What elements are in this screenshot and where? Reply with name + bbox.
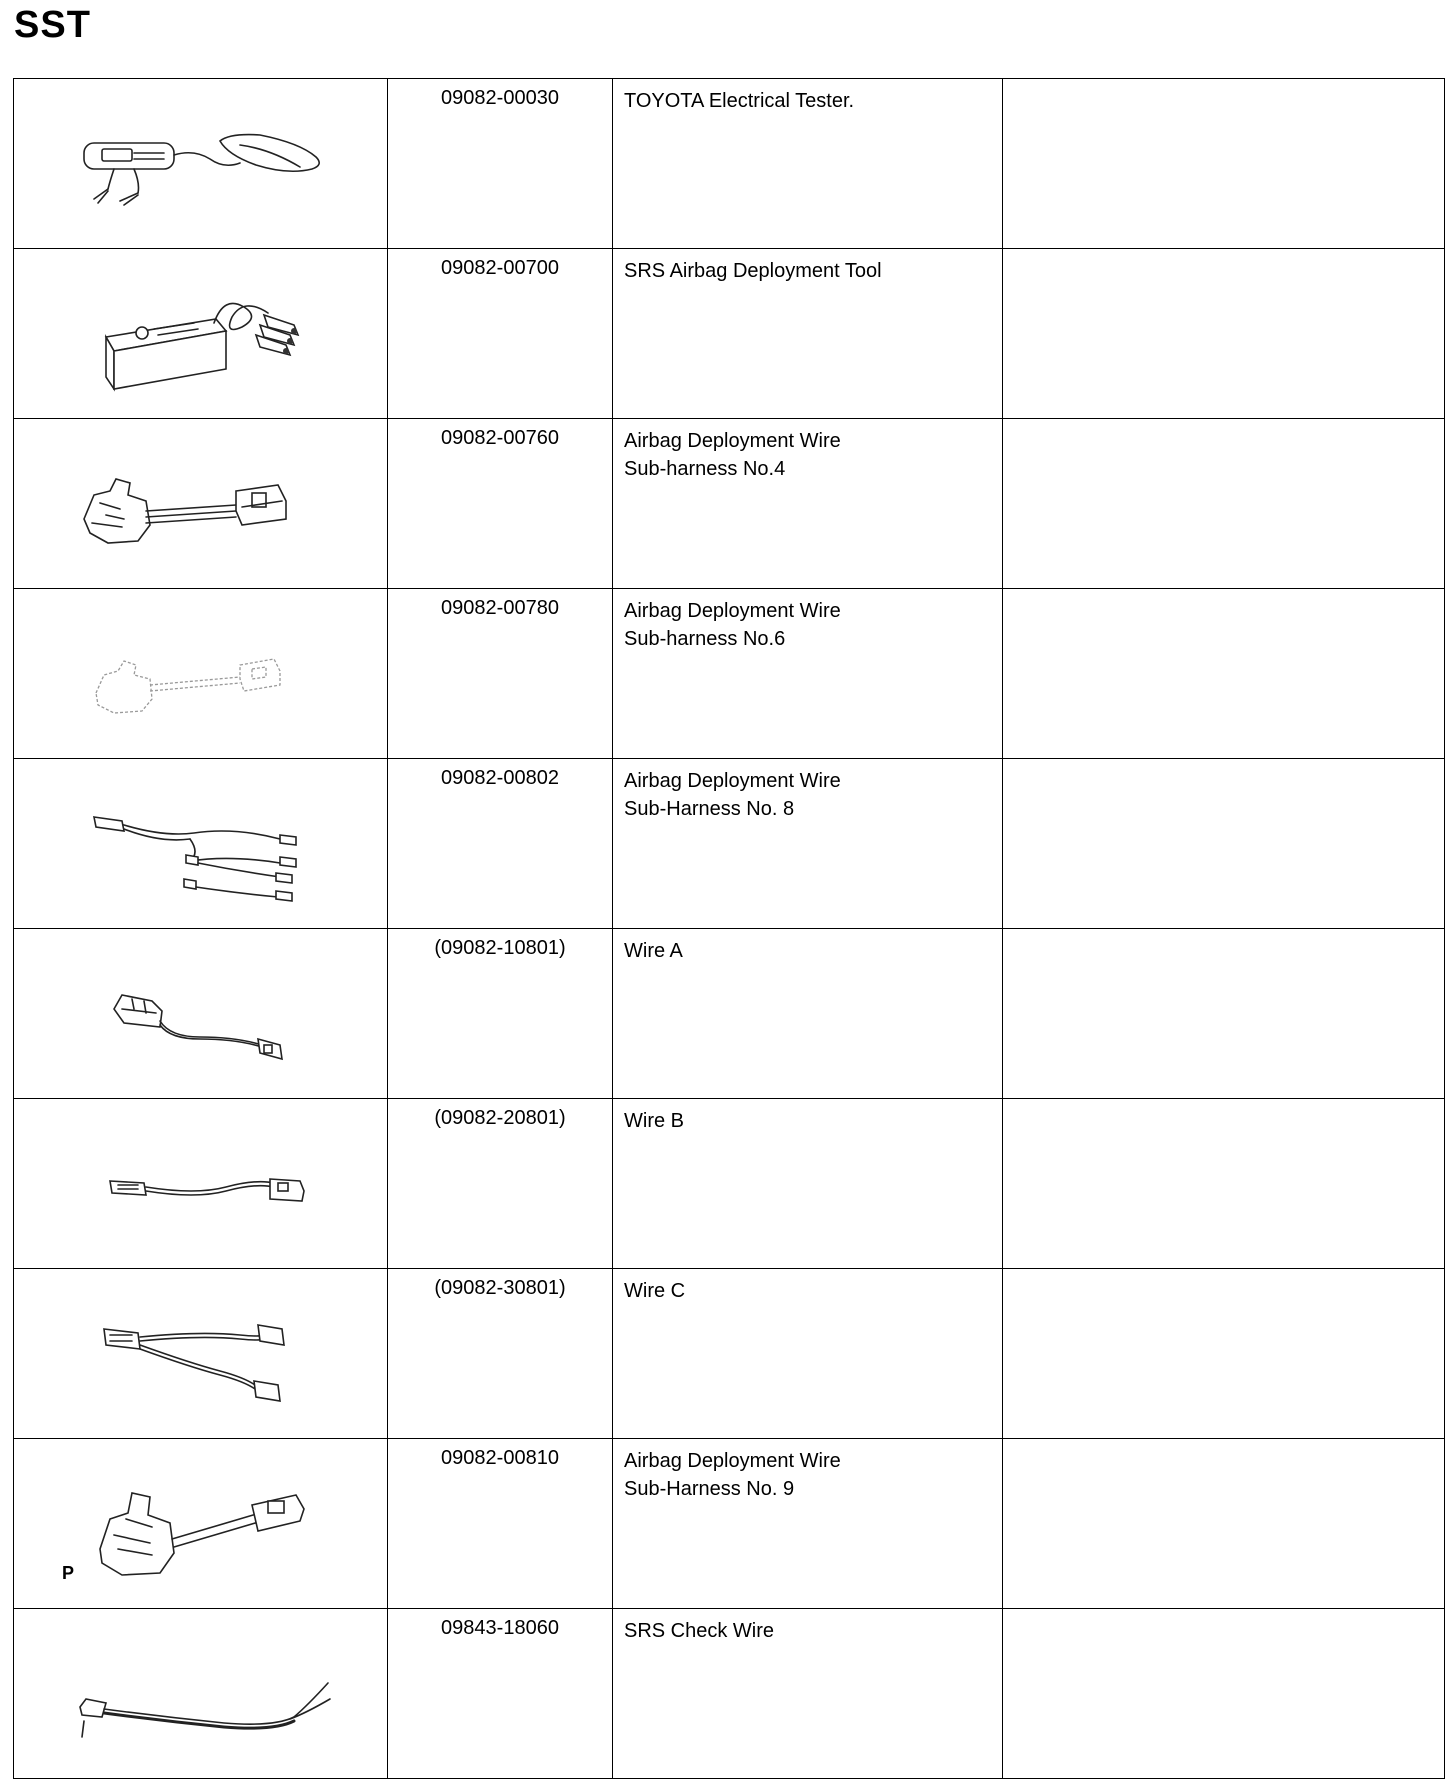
tool-name-line: Sub-Harness No. 8 <box>624 798 795 820</box>
note-cell <box>1003 589 1445 759</box>
table-row <box>14 759 1445 929</box>
table-row <box>14 929 1445 1099</box>
wire-a-icon <box>14 929 388 1090</box>
tool-name <box>613 929 1003 1099</box>
tool-name-line: Wire C <box>624 1280 686 1302</box>
part-number: 09082-00030 <box>388 79 613 249</box>
note-cell <box>1003 419 1445 589</box>
tool-name-line: Airbag Deployment Wire <box>624 430 841 452</box>
table-row <box>14 79 1445 249</box>
table-row <box>14 1269 1445 1439</box>
illustration-cell <box>14 1099 388 1269</box>
tool-name <box>613 1609 1003 1779</box>
tool-name-line: Sub-Harness No. 9 <box>624 1478 795 1500</box>
tool-name-line: Wire A <box>624 940 683 962</box>
illustration-cell <box>14 1439 388 1609</box>
tool-name <box>613 249 1003 419</box>
note-cell <box>1003 1269 1445 1439</box>
sub-harness-no6-icon <box>14 589 388 750</box>
tool-name-line: Airbag Deployment Wire <box>624 600 841 622</box>
note-cell <box>1003 929 1445 1099</box>
wire-c-icon <box>14 1269 388 1430</box>
part-number: 09082-00802 <box>388 759 613 929</box>
note-cell <box>1003 79 1445 249</box>
table-row <box>14 1439 1445 1609</box>
part-number: (09082-10801) <box>388 929 613 1099</box>
srs-check-wire-icon <box>14 1609 388 1770</box>
table-row <box>14 589 1445 759</box>
table-row <box>14 1609 1445 1779</box>
table-row <box>14 249 1445 419</box>
part-number: (09082-20801) <box>388 1099 613 1269</box>
tool-name <box>613 419 1003 589</box>
sst-table <box>13 78 1445 1779</box>
part-number: 09082-00760 <box>388 419 613 589</box>
note-cell <box>1003 759 1445 929</box>
illustration-cell <box>14 249 388 419</box>
tool-name-line: Airbag Deployment Wire <box>624 770 841 792</box>
part-number: 09082-00810 <box>388 1439 613 1609</box>
note-cell <box>1003 1609 1445 1779</box>
wire-b-icon <box>14 1099 388 1260</box>
part-number: (09082-30801) <box>388 1269 613 1439</box>
tool-name <box>613 759 1003 929</box>
illustration-cell <box>14 929 388 1099</box>
tool-name-line: SRS Airbag Deployment Tool <box>624 260 882 282</box>
tool-name-line: Sub-harness No.4 <box>624 458 786 480</box>
tool-name <box>613 79 1003 249</box>
part-number: 09082-00780 <box>388 589 613 759</box>
sub-harness-no4-icon <box>14 419 388 580</box>
illustration-cell <box>14 419 388 589</box>
illustration-cell <box>14 1269 388 1439</box>
illustration-cell <box>14 589 388 759</box>
part-number: 09843-18060 <box>388 1609 613 1779</box>
tool-name-line: Airbag Deployment Wire <box>624 1450 841 1472</box>
tool-name-line: Sub-harness No.6 <box>624 628 786 650</box>
tool-name-line: TOYOTA Electrical Tester. <box>624 90 855 112</box>
tool-name-line: SRS Check Wire <box>624 1620 775 1642</box>
note-cell <box>1003 1099 1445 1269</box>
illustration-cell <box>14 1609 388 1779</box>
illustration-cell <box>14 79 388 249</box>
sub-harness-no8-icon <box>14 759 388 920</box>
electrical-tester-icon <box>14 79 388 240</box>
tool-name <box>613 1439 1003 1609</box>
table-row <box>14 1099 1445 1269</box>
illustration-cell <box>14 759 388 929</box>
tool-name <box>613 1269 1003 1439</box>
tool-name-line: Wire B <box>624 1110 684 1132</box>
p-mark: P <box>62 1563 75 1583</box>
airbag-deployment-tool-icon <box>14 249 388 410</box>
tool-name <box>613 1099 1003 1269</box>
page-title: SST <box>14 4 91 46</box>
note-cell <box>1003 249 1445 419</box>
table-row <box>14 419 1445 589</box>
note-cell <box>1003 1439 1445 1609</box>
tool-name <box>613 589 1003 759</box>
part-number: 09082-00700 <box>388 249 613 419</box>
